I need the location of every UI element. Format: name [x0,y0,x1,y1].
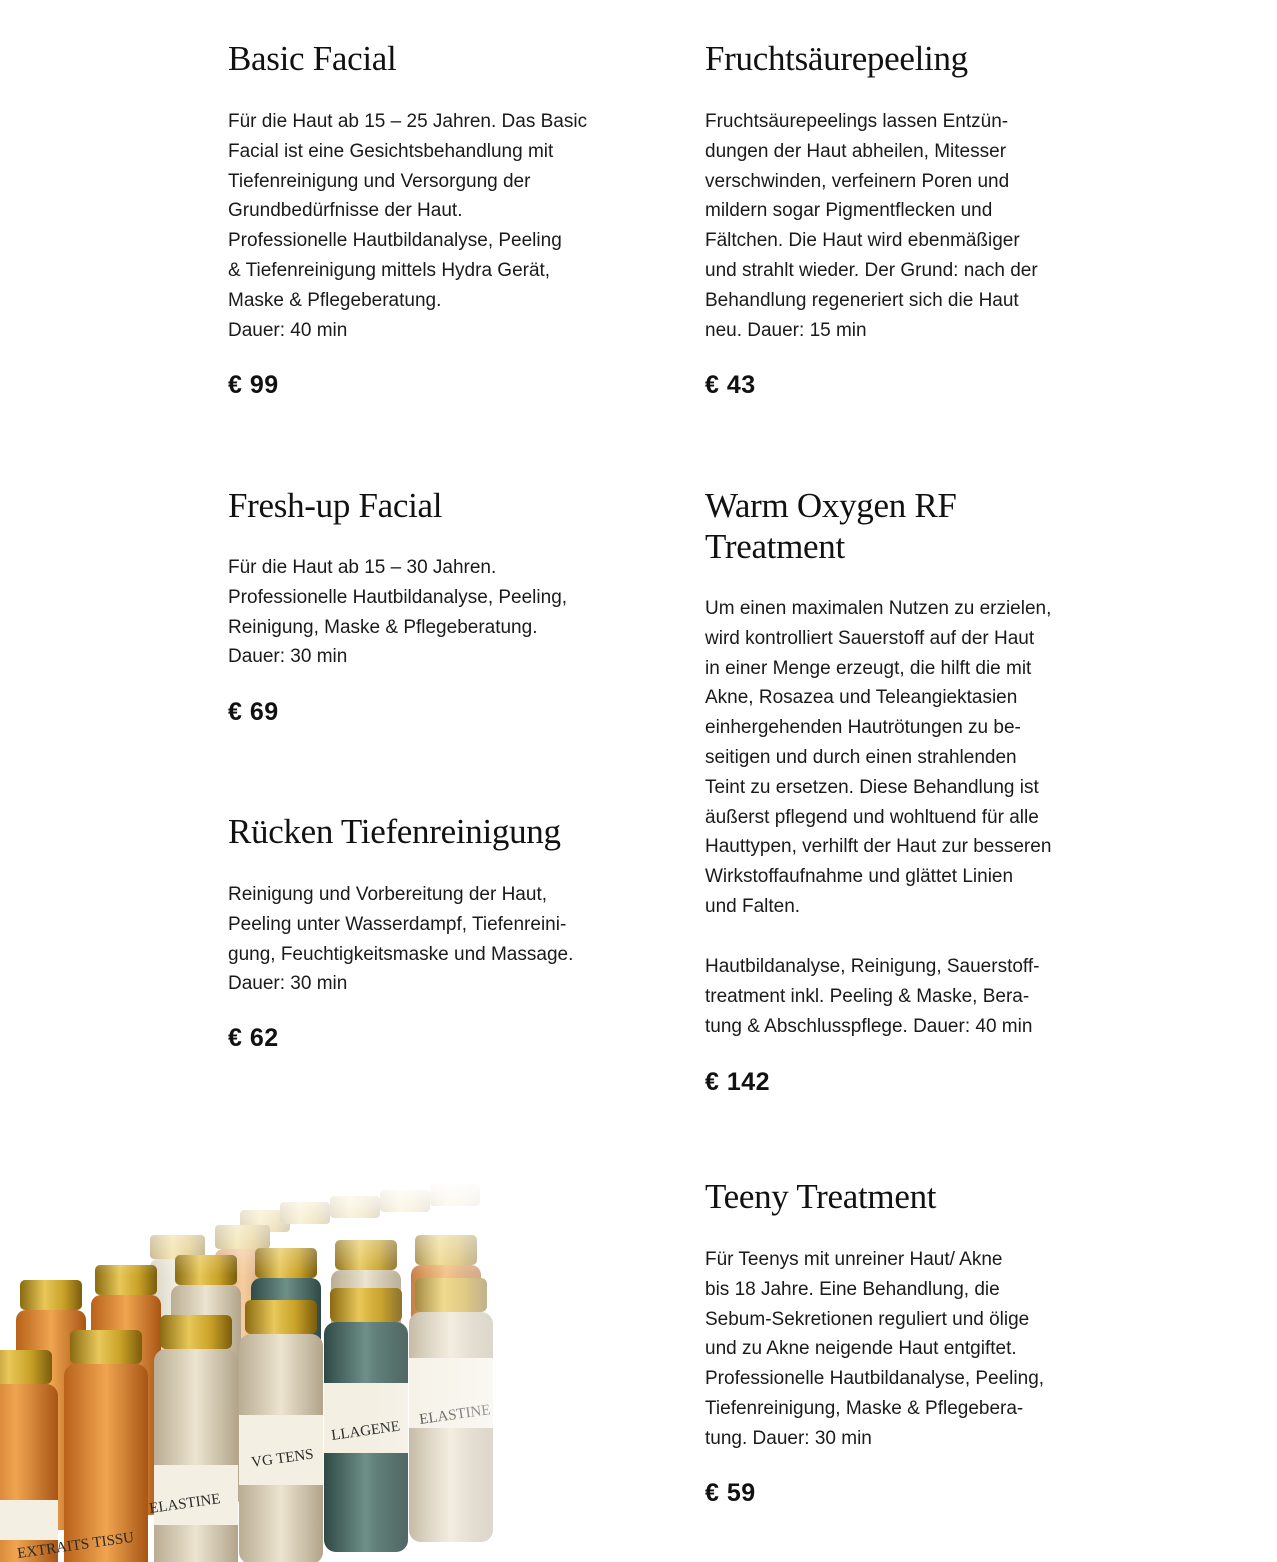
treatment-price: € 62 [228,1024,279,1052]
treatment-description-details: Hautbildanalyse, Reinigung, Sauerstoff- treatment inkl. Peeling & Maske, Bera- tung & Abschlusspflege. Dauer: 40 min [705,956,1040,1037]
treatment-price: € 142 [705,1068,771,1096]
treatment-warm-oxygen [705,485,1105,1096]
treatment-description: Für die Haut ab 15 – 25 Jahren. Das Basic Facial ist eine Gesichtsbehandlung mit Tiefenreinigung und Versorgung der Grundbedürfnisse der Haut. Professionelle Hautbildanalyse, Peeling & Tiefenreinigung mittels Hydra Gerät, Maske & Pflegeberatung. Dauer: 40 min [228,111,588,341]
treatment-title: Basic Facial [228,39,397,78]
treatment-description: Fruchtsäurepeelings lassen Entzün- dungen der Haut abheilen, Mitesser verschwinden, verfeinern Poren und mildern sogar Pigmentflecken und Fältchen. Die Haut wird ebenmäßiger und strahlt wieder. Der Grund: nach der Behandlung regeneriert sich die Haut neu. Dauer: 15 min [705,111,1038,341]
treatment-price: € 59 [705,1479,756,1507]
treatment-fruchtsaeurepeeling [705,38,1085,399]
treatment-title: Rücken Tiefenreinigung [228,812,561,851]
treatment-price: € 99 [228,371,279,399]
treatment-price: € 69 [228,698,279,726]
vials-illustration [0,1180,620,1562]
treatment-description: Reinigung und Vorbereitung der Haut, Peeling unter Wasserdampf, Tiefenreini- gung, Feuchtigkeitsmaske und Massage. Dauer: 30 min [228,884,574,995]
treatment-title: Fresh-up Facial [228,486,443,525]
product-vials-image [0,1180,620,1562]
treatment-title: Teeny Treatment [705,1177,937,1216]
treatment-fresh-up-facial [228,485,608,726]
treatment-ruecken-tiefenreinigung [228,811,628,1052]
treatment-title: Fruchtsäurepeeling [705,39,968,78]
treatment-basic-facial [228,38,608,399]
treatment-description: Um einen maximalen Nutzen zu erzielen, wird kontrolliert Sauerstoff auf der Haut in einer Menge erzeugt, die hilft die mit Akne, Rosazea und Teleangiektasien einhergehenden Hautrötungen zu be- seitigen und durch einen strahlenden Teint zu ersetzen. Diese Behandlung ist äußerst pflegend und wohltuend für alle Hauttypen, verhilft der Haut zur besseren Wirkstoffaufnahme und glättet Linien und Falten. [705,598,1052,917]
treatment-teeny [705,1176,1085,1507]
treatment-title: Warm Oxygen RF Treatment [705,486,957,566]
treatment-price: € 43 [705,371,756,399]
treatment-description: Für die Haut ab 15 – 30 Jahren. Professionelle Hautbildanalyse, Peeling, Reinigung, Maske & Pflegeberatung. Dauer: 30 min [228,557,568,668]
treatment-description: Für Teenys mit unreiner Haut/ Akne bis 18 Jahre. Eine Behandlung, die Sebum-Sekretionen reguliert und ölige und zu Akne neigende Haut entgiftet. Professionelle Hautbildanalyse, Peeling, Tiefenreinigung, Maske & Pflegebera- tung. Dauer: 30 min [705,1249,1045,1449]
